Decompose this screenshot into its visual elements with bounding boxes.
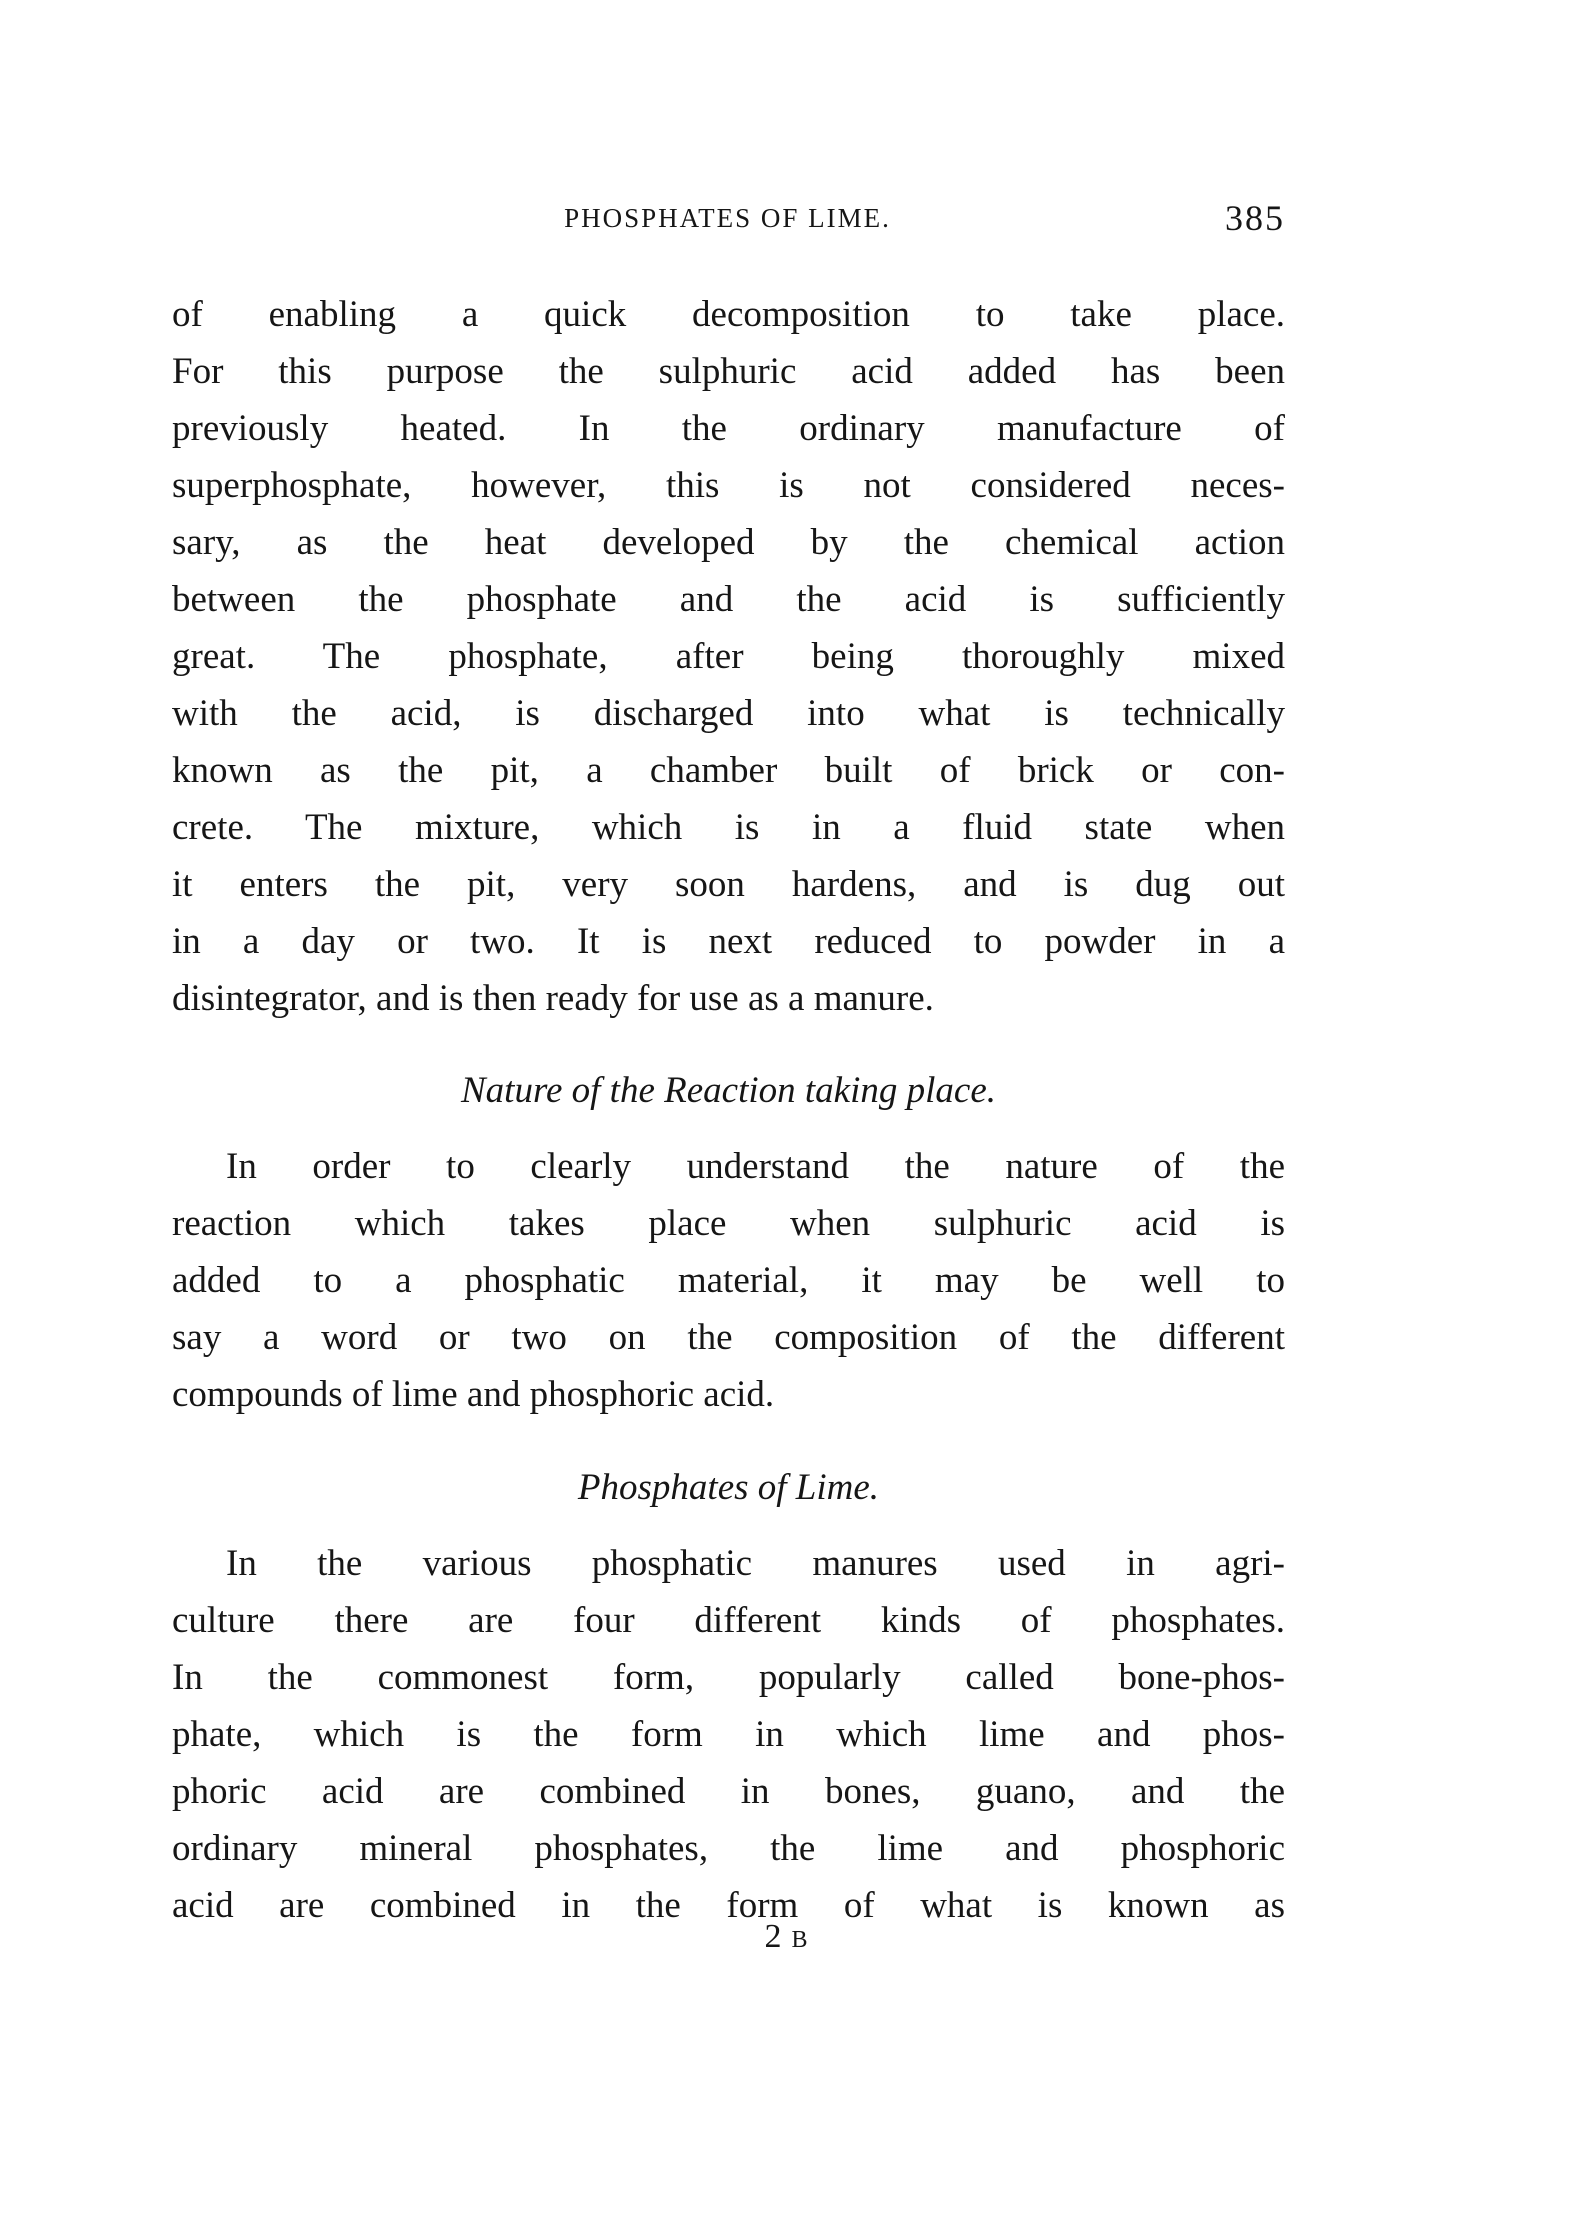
text-line: In order to clearly understand the nature of the [226,1146,1285,1187]
text-line: In the various phosphatic manures used in agri- [226,1543,1285,1584]
paragraph-kinds-of-phosphates [172,1535,1285,1934]
text-line: in a day or two. It is next reduced to powder in a [172,921,1285,962]
text-line: added to a phosphatic material, it may be well to [172,1260,1285,1301]
text-line: phate, which is the form in which lime and phos- [172,1714,1285,1755]
text-line: disintegrator, and is then ready for use as a manure. [172,978,934,1019]
text-line: previously heated. In the ordinary manufacture of [172,408,1285,449]
text-line: superphosphate, however, this is not considered neces- [172,465,1285,506]
page-number: 385 [1225,198,1285,238]
running-title: PHOSPHATES OF LIME. [564,203,891,233]
signature-letter: B [791,1927,808,1953]
text-line: between the phosphate and the acid is sufficiently [172,579,1285,620]
text-line: acid are combined in the form of what is known as [172,1885,1285,1926]
text-line: sary, as the heat developed by the chemical action [172,522,1285,563]
text-line: culture there are four different kinds of phosphates. [172,1600,1285,1641]
text-line: phoric acid are combined in bones, guano, and the [172,1771,1285,1812]
text-line: compounds of lime and phosphoric acid. [172,1374,775,1415]
running-head [170,193,1285,243]
text-line: For this purpose the sulphuric acid added has been [172,351,1285,392]
printer-signature-mark [0,1912,1572,1965]
text-line: great. The phosphate, after being thoroughly mixed [172,636,1285,677]
text-line: crete. The mixture, which is in a fluid state when [172,807,1285,848]
paragraph-composition-intro [172,1138,1285,1423]
text-line: reaction which takes place when sulphuric acid is [172,1203,1285,1244]
text-line: In the commonest form, popularly called bone-phos- [172,1657,1285,1698]
text-line: it enters the pit, very soon hardens, and is dug out [172,864,1285,905]
paragraph-reaction-process [172,286,1285,1027]
section-heading-nature-of-reaction: Nature of the Reaction taking place. [460,1070,996,1111]
signature-number: 2 [764,1918,782,1955]
text-line: of enabling a quick decomposition to take place. [172,294,1285,335]
section-heading-phosphates-of-lime: Phosphates of Lime. [577,1467,880,1508]
text-line: say a word or two on the composition of the different [172,1317,1285,1358]
text-line: with the acid, is discharged into what is technically [172,693,1285,734]
text-line: ordinary mineral phosphates, the lime and phosphoric [172,1828,1285,1869]
text-line: known as the pit, a chamber built of brick or con- [172,750,1285,791]
